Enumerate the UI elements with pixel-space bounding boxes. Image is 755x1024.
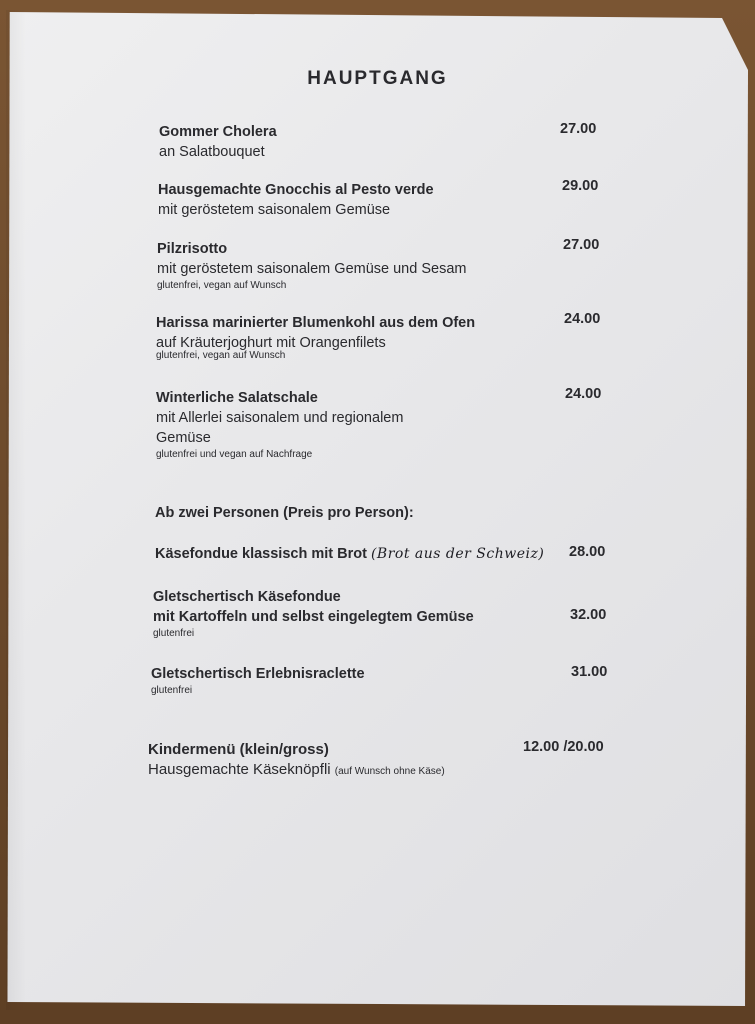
paper-fold-shadow <box>6 10 26 1010</box>
menu-item <box>157 239 466 292</box>
item-name: Winterliche Salatschale <box>156 390 318 406</box>
item-price: 12.00 /20.00 <box>523 739 604 755</box>
item-name: Harissa marinierter Blumenkohl aus dem Ofen <box>156 315 476 331</box>
item-description: mit geröstetem saisonalem Gemüse und Sesam <box>157 261 467 277</box>
item-name: Hausgemachte Gnocchis al Pesto verde <box>158 182 434 198</box>
group-menu-item <box>155 544 544 564</box>
item-dietary-note: glutenfrei, vegan auf Wunsch <box>156 350 286 361</box>
item-description: mit Allerlei saisonalem und regionalem <box>156 410 404 426</box>
menu-item <box>156 313 475 362</box>
item-dietary-note: glutenfrei <box>153 628 195 639</box>
group-menu-item <box>151 664 365 697</box>
item-description-note: (auf Wunsch ohne Käse) <box>334 766 445 777</box>
item-name: Pilzrisotto <box>157 241 228 257</box>
item-price: 32.00 <box>570 607 607 623</box>
group-menu-item <box>153 587 474 640</box>
kids-menu-item <box>148 740 445 782</box>
item-price: 31.00 <box>571 664 608 680</box>
item-name: Kindermenü (klein/gross) <box>148 741 329 758</box>
item-price: 28.00 <box>569 544 606 560</box>
item-name: Käsefondue klassisch mit Brot <box>155 546 367 562</box>
handwritten-annotation: (Brot aus der Schweiz) <box>370 546 545 562</box>
item-price: 29.00 <box>562 178 599 194</box>
item-name-continued: mit Kartoffeln und selbst eingelegtem Gemüse <box>153 609 474 625</box>
item-name: Gletschertisch Erlebnisraclette <box>151 666 365 682</box>
item-dietary-note: glutenfrei und vegan auf Nachfrage <box>156 449 313 460</box>
page-title: HAUPTGANG <box>307 68 448 89</box>
menu-item <box>156 388 403 461</box>
item-description: Hausgemachte Käseknöpfli <box>148 761 331 778</box>
item-dietary-note: glutenfrei <box>151 685 193 696</box>
item-price: 24.00 <box>565 386 602 402</box>
item-description: auf Kräuterjoghurt mit Orangenfilets <box>156 335 386 351</box>
item-dietary-note: glutenfrei, vegan auf Wunsch <box>157 280 287 291</box>
item-name: Gommer Cholera <box>159 124 277 140</box>
item-price: 27.00 <box>560 121 597 137</box>
item-description-continued: Gemüse <box>156 430 211 446</box>
menu-item <box>159 122 277 162</box>
menu-item <box>158 180 434 220</box>
group-label: Ab zwei Personen (Preis pro Person): <box>155 505 414 521</box>
item-name: Gletschertisch Käsefondue <box>153 589 341 605</box>
item-description: mit geröstetem saisonalem Gemüse <box>158 202 391 218</box>
item-price: 24.00 <box>564 311 601 327</box>
item-price: 27.00 <box>563 237 600 253</box>
item-description: an Salatbouquet <box>159 144 265 160</box>
